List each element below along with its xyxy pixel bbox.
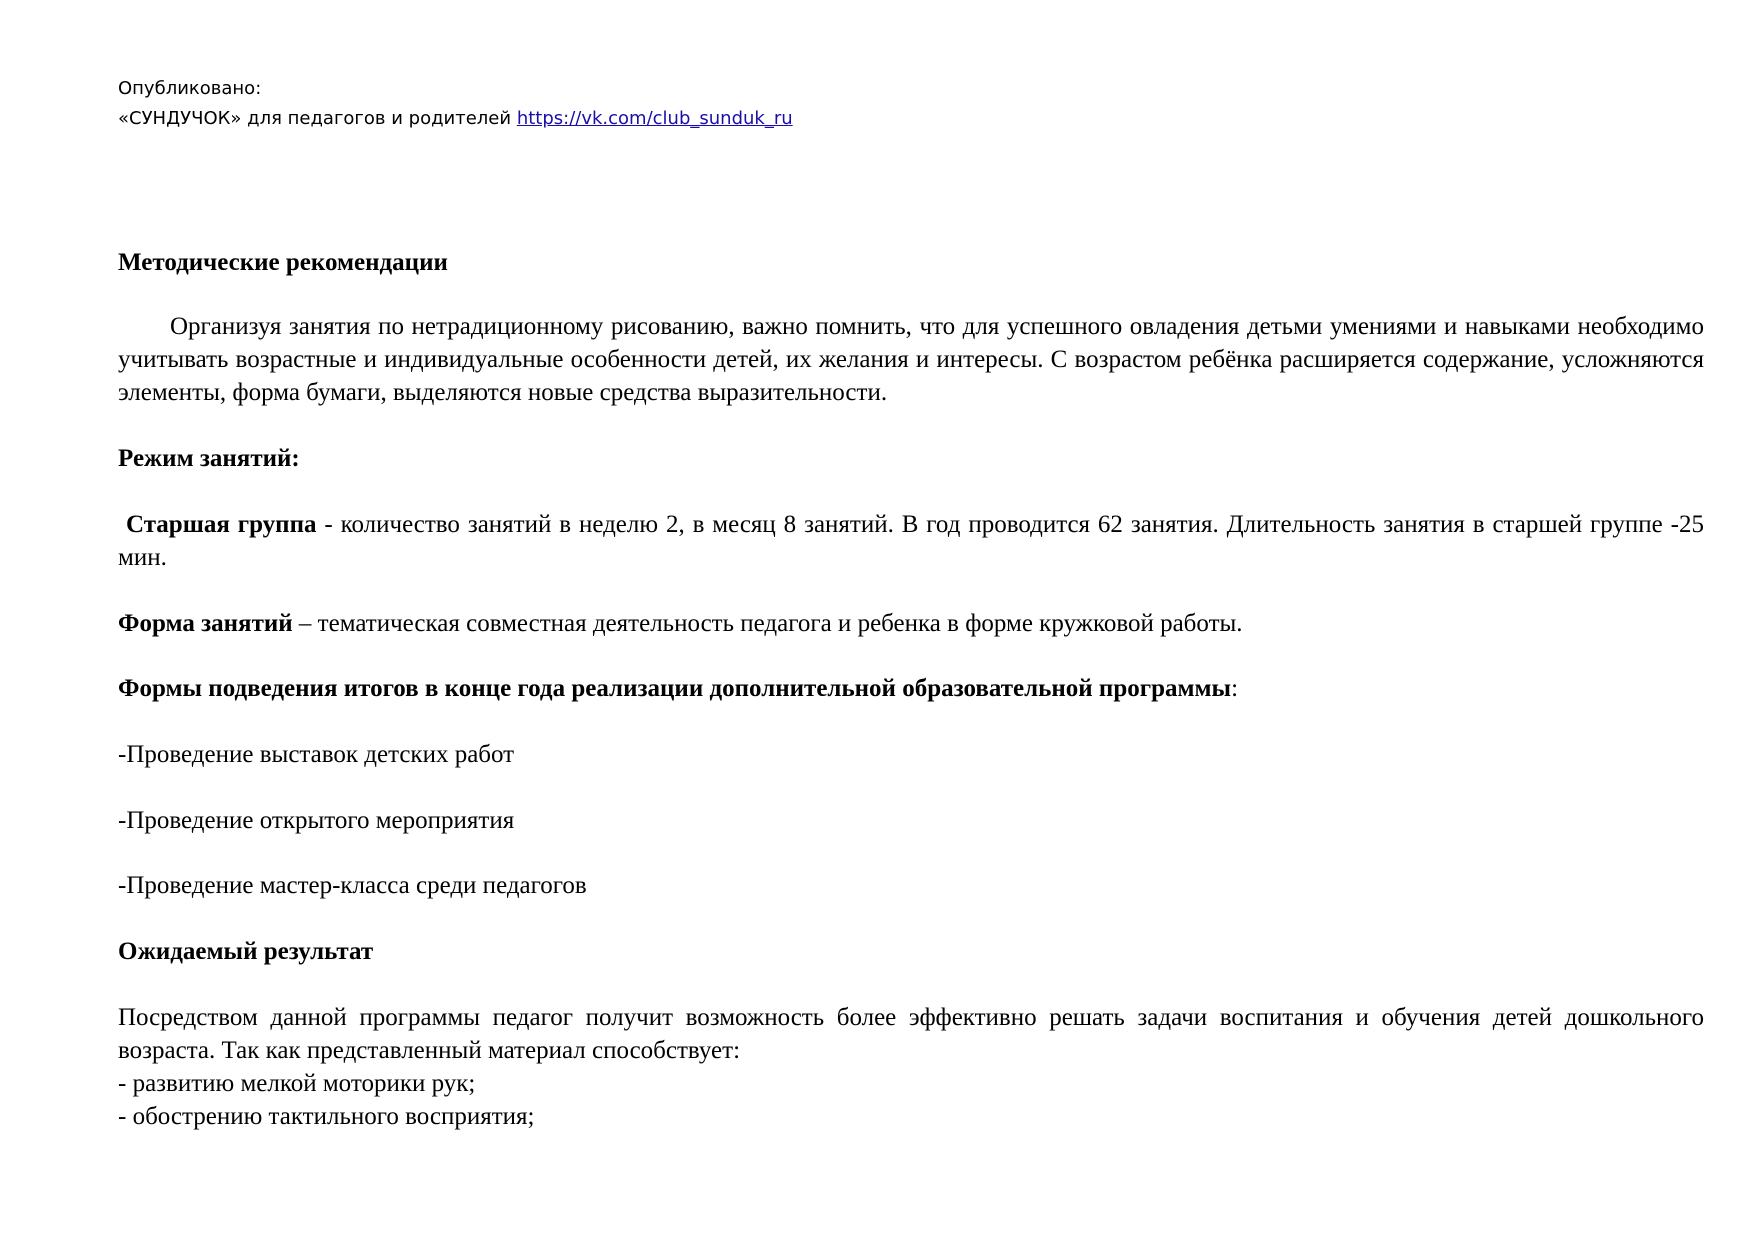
form-paragraph xyxy=(118,607,1704,640)
summary-item: -Проведение открытого мероприятия xyxy=(118,807,515,834)
publication-header xyxy=(118,74,793,134)
source-link[interactable]: https://vk.com/club_sunduk_ru xyxy=(516,108,793,129)
result-item: - обострению тактильного восприятия; xyxy=(118,1103,535,1130)
summary-item: -Проведение мастер-класса среди педагогов xyxy=(118,872,587,899)
form-label: Форма занятий xyxy=(118,610,293,637)
senior-group-label: Старшая группа xyxy=(126,511,317,538)
schedule-title: Режим занятий: xyxy=(118,445,300,472)
result-title: Ожидаемый результат xyxy=(118,938,374,965)
senior-group-text: - количество занятий в неделю 2, в месяц 8 занятий. В год проводится 62 занятия. Длительность занятия в старшей группе -25 мин. xyxy=(118,511,1704,571)
source-line xyxy=(118,104,793,134)
methodical-title: Методические рекомендации xyxy=(118,249,448,276)
summary-colon: : xyxy=(1231,675,1239,702)
summary-item: -Проведение выставок детских работ xyxy=(118,741,515,768)
source-text: «СУНДУЧОК» для педагогов и родителей xyxy=(118,108,512,129)
intro-paragraph: Организуя занятия по нетрадиционному рисованию, важно помнить, что для успешного овладения детьми умениями и навыками необходимо учитывать возрастные и индивидуальные особенности детей, их желания и интересы. С возрастом ребёнка расширяется содержание, усложняются элементы, форма бумаги, выделяются новые средства выразительности. xyxy=(118,313,1704,406)
summary-paragraph xyxy=(118,672,1704,705)
result-paragraph: Посредством данной программы педагог получит возможность более эффективно решать задачи воспитания и обучения детей дошкольного возраста. Так как представленный материал способствует: xyxy=(118,1004,1704,1064)
summary-title: Формы подведения итогов в конце года реализации дополнительной образовательной программы xyxy=(118,675,1232,702)
published-label: Опубликовано: xyxy=(118,78,262,99)
form-text: – тематическая совместная деятельность педагога и ребенка в форме кружковой работы. xyxy=(292,610,1243,637)
senior-group-paragraph xyxy=(118,508,1704,574)
result-item: - развитию мелкой моторики рук; xyxy=(118,1070,476,1097)
